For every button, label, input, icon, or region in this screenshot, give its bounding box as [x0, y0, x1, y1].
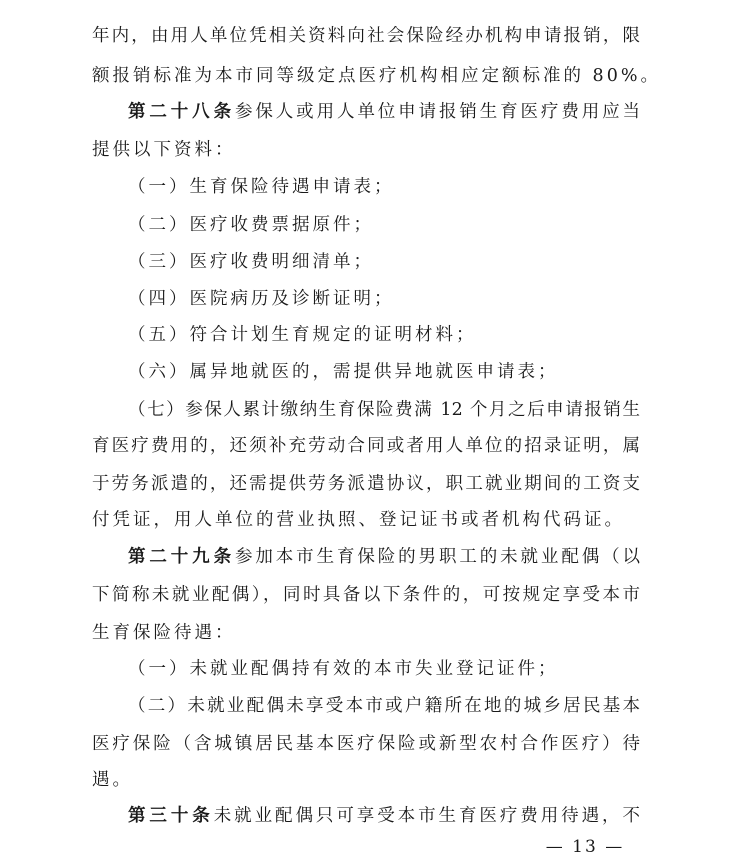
list-item: （二）医疗收费票据原件； — [128, 215, 374, 235]
article-29-line — [128, 545, 640, 569]
list-item: （七）参保人累计缴纳生育保险费满 12 个月之后申请报销生 — [128, 400, 640, 420]
list-item: （二）未就业配偶未享受本市或户籍所在地的城乡居民基本 — [128, 696, 640, 716]
list-item: （六）属异地就医的，需提供异地就医申请表； — [128, 362, 559, 382]
paragraph-line: 年内，由用人单位凭相关资料向社会保险经办机构申请报销，限 — [92, 26, 640, 46]
list-item: （五）符合计划生育规定的证明材料； — [128, 325, 477, 345]
article-29-heading: 第二十九条 — [128, 547, 235, 567]
paragraph-line: 下简称未就业配偶），同时具备以下条件的，可按规定享受本市 — [92, 585, 640, 605]
list-item: （四）医院病历及诊断证明； — [128, 289, 395, 309]
paragraph-line: 遇。 — [92, 770, 133, 790]
page-number: — 13 — — [545, 837, 625, 857]
paragraph-line: 额报销标准为本市同等级定点医疗机构相应定额标准的 80%。 — [92, 66, 661, 86]
paragraph-line: 提供以下资料： — [92, 140, 236, 160]
article-30-line — [128, 804, 640, 828]
paragraph-text: 参加本市生育保险的男职工的未就业配偶（以 — [234, 547, 641, 567]
paragraph-line: 付凭证，用人单位的营业执照、登记证书或者机构代码证。 — [92, 510, 625, 530]
paragraph-text: 参保人或用人单位申请报销生育医疗费用应当 — [234, 102, 641, 122]
article-28-line — [128, 100, 640, 124]
list-item: （一）未就业配偶持有效的本市失业登记证件； — [128, 659, 559, 679]
paragraph-line: 医疗保险（含城镇居民基本医疗保险或新型农村合作医疗）待 — [92, 734, 640, 754]
paragraph-line: 于劳务派遣的，还需提供劳务派遣协议，职工就业期间的工资支 — [92, 474, 640, 494]
article-30-heading: 第三十条 — [128, 806, 214, 826]
list-item: （三）医疗收费明细清单； — [128, 252, 374, 272]
paragraph-text: 未就业配偶只可享受本市生育医疗费用待遇，不 — [213, 806, 640, 826]
list-item: （一）生育保险待遇申请表； — [128, 177, 395, 197]
article-28-heading: 第二十八条 — [128, 102, 235, 122]
paragraph-line: 生育保险待遇： — [92, 623, 236, 643]
paragraph-line: 育医疗费用的，还须补充劳动合同或者用人单位的招录证明，属 — [92, 436, 640, 456]
